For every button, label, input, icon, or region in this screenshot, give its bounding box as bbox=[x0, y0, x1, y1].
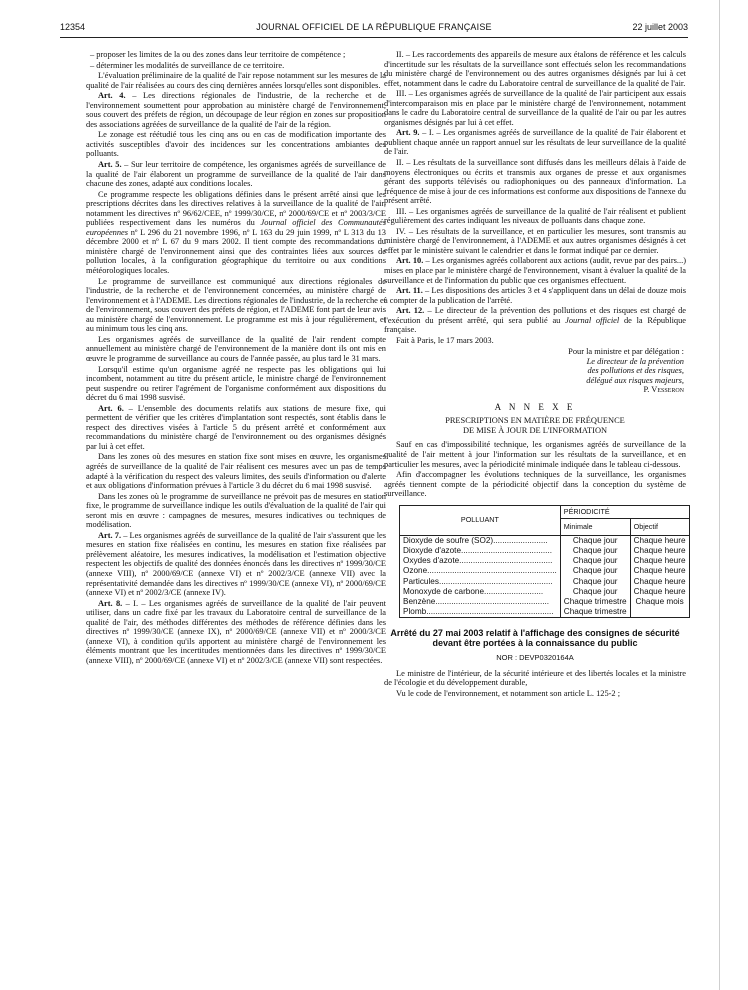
pollutant-name: Ozone......................................................... bbox=[403, 566, 557, 576]
minimal-list bbox=[560, 535, 630, 618]
right-column bbox=[384, 50, 686, 700]
text-run: de la République française. bbox=[384, 315, 686, 335]
fait-a-paris: Fait à Paris, le 17 mars 2003. bbox=[396, 335, 494, 345]
objective-periodicity: Chaque heure bbox=[633, 566, 686, 576]
signature-line: Pour la ministre et par délégation : bbox=[568, 347, 684, 357]
paragraph: II. – Les résultats de la surveillance sont diffusés dans les meilleurs délais à l'aide de moyens électroniques ou écrits et transmis aux organes de presse et aux organismes gérant des supports télévisés ou radiophoniques ou des panneaux d'information. La fréquence de mise à jour de ces informations est conforme aux dispositions de l'annexe du présent arrêté. bbox=[384, 158, 686, 206]
minimal-periodicity: Chaque jour bbox=[572, 576, 618, 586]
paragraph: Les organismes agréés de surveillance de la qualité de l'air rendent compte annuellement au ministère chargé de l'environnement de la manière dont ils ont mis en œuvre le programme de surveillance au cours de l'année passée, au plus tard le 31 mars. bbox=[86, 334, 386, 363]
header-rule bbox=[60, 37, 688, 38]
pollutant-name: Monoxyde de carbone.......................... bbox=[403, 586, 544, 596]
article-6 bbox=[86, 404, 386, 452]
journal-reference: Journal officiel bbox=[565, 315, 620, 325]
article-text: – Les organismes agréés collaborent aux actions (audit, revue par des pairs...) mises en place par le ministère chargé de l'environnement, visant à évaluer la qualité de la surveillance et de l'information du public que ces organismes effectuent. bbox=[384, 256, 686, 285]
paragraph: II. – Les raccordements des appareils de mesure aux étalons de référence et les calculs d'incertitude sur les résultats de la surveillance sont effectués selon les recommandations du ministère chargé de l'environnement ou des autres organismes désignés par lui à cet effet, notamment dans le cadre du Laboratoire central de surveillance de la qualité de l'air. bbox=[384, 50, 686, 88]
article-text: – Les dispositions des articles 3 et 4 s'appliquent dans un délai de douze mois à compter de la publication de l'arrêté. bbox=[384, 286, 686, 305]
article-label: Art. 5. bbox=[98, 160, 122, 170]
objective-header: Objectif bbox=[630, 518, 689, 535]
arrete-title: Arrêté du 27 mai 2003 relatif à l'affichage des consignes de sécurité devant être portées à la connaissance du public bbox=[390, 628, 680, 649]
pollutant-name: Particules.................................................. bbox=[403, 576, 553, 586]
article-9 bbox=[384, 128, 686, 157]
article-text: – Sur leur territoire de compétence, les organismes agréés de surveillance de la qualité de l'air élaborent un programme de surveillance de la qualité de l'air dans chacune des zones, adapté aux conditions locales. bbox=[86, 160, 386, 189]
paragraph bbox=[86, 190, 386, 276]
paragraph: Vu le code de l'environnement, et notamment son article L. 125-2 ; bbox=[396, 689, 621, 698]
article-label: Art. 8. bbox=[98, 598, 123, 608]
article-label: Art. 9. bbox=[396, 128, 420, 138]
issue-date: 22 juillet 2003 bbox=[632, 22, 688, 32]
paragraph: III. – Les organismes agréés de surveillance de la qualité de l'air participent aux essais d'intercomparaison mis en place par le ministère chargé de l'environnement, notamment dans le cadre du Laboratoire central de surveillance de la qualité de l'air ou par les autres organismes désignés par lui à cet effet. bbox=[384, 89, 686, 127]
objective-periodicity: Chaque heure bbox=[633, 576, 686, 586]
minimal-header: Minimale bbox=[560, 518, 630, 535]
pollutant-name: Dioxyde de soufre (SO2)........................ bbox=[403, 535, 548, 545]
pollutant-name: Plomb........................................................ bbox=[403, 607, 554, 617]
journal-reference: Journal officiel des Communautés européennes bbox=[86, 218, 386, 237]
text-run: nº L 296 du 21 novembre 1996, nº L 163 du 29 juin 1999, nº L 313 du 13 décembre 2000 et nº L 67 du 9 mars 2002. Il tient compte des recommandations du ministère chargé de l'environnement ainsi que des contraintes liées aux sources de pollution locales, à la configuration géographique du territoire ou aux conditions météorologiques locales. bbox=[86, 227, 386, 276]
paragraph: Le programme de surveillance est communiqué aux directions régionales de l'industrie, de la recherche et de l'environnement concernées, au ministère chargé de l'environnement et à l'ADEME. Les directions régionales de l'industrie, de la recherche et de l'environnement, sous couvert des préfets de région, et l'ADEME font part de leur avis au ministère chargé de l'environnement. Le programme est mis à jour régulièrement, et au minimum tous les cinq ans. bbox=[86, 276, 386, 334]
minimal-periodicity: Chaque jour bbox=[572, 556, 618, 566]
annexe-heading: A N N E X E bbox=[494, 401, 576, 412]
journal-title: JOURNAL OFFICIEL DE LA RÉPUBLIQUE FRANÇAISE bbox=[256, 22, 492, 32]
dash-item: – déterminer les modalités de surveillance de ce territoire. bbox=[90, 60, 285, 70]
pollutant-header-label: POLLUANT bbox=[460, 515, 499, 525]
paragraph: Sauf en cas d'impossibilité technique, les organismes agréés de surveillance de la qualité de l'air mettent à jour l'information sur les résultats de la surveillance, et en particulier les mesures, avec la périodicité minimale indiquée dans le tableau ci-dessous. bbox=[384, 440, 686, 469]
annexe-subtitle-line: PRESCRIPTIONS EN MATIÈRE DE FRÉQUENCE bbox=[445, 416, 625, 426]
paragraph: Lorsqu'il estime qu'un organisme agréé ne respecte pas les obligations qui lui incombent, notamment au titre du présent article, le ministre chargé de l'environnement peut suspendre ou retirer l'agrément de l'organisme conformément aux dispositions du décret du 6 mai 1998 susvisé. bbox=[86, 364, 386, 403]
objective-periodicity: Chaque heure bbox=[633, 556, 686, 566]
scan-edge-line bbox=[719, 0, 720, 990]
article-text: – Les directions régionales de l'industrie, de la recherche et de l'environnement soumettent pour approbation au ministère chargé de l'environnement, sous couvert des préfets de région, un découpage de leur région en zones sur proposition des associations agréées de surveillance de la qualité de l'air de la région. bbox=[86, 91, 386, 129]
text-run: – Le directeur de la prévention des pollutions et des risques est chargé de l'exécution du présent arrêté, qui sera publié au bbox=[384, 306, 686, 325]
objective-periodicity: Chaque mois bbox=[635, 596, 684, 606]
minimal-periodicity: Chaque jour bbox=[572, 566, 618, 576]
nor-reference: NOR : DEVP0320164A bbox=[496, 653, 574, 663]
signature-line: des pollutions et des risques, bbox=[587, 366, 684, 376]
article-text: – Les organismes agréés de surveillance de la qualité de l'air s'assurent que les mesures en station fixe réalisées en continu, les mesures en station fixe réalisées par prélèvement aléatoire, les mesures indicatives, la modélisation et l'estimation objective respectent les objectifs de qualité des données énoncés dans les directives nº 1999/30/CE (annexe VIII), nº 2000/69/CE (annexe VI) et nº 2002/3/CE (annexe VII) avec la représentativité demandée dans les directives nº 1999/30/CE (annexe VI), nº 2000/69/CE (annexe VI) et nº 2002/3/CE (annexe IV). bbox=[86, 530, 386, 598]
paragraph: L'évaluation préliminaire de la qualité de l'air repose notamment sur les mesures de la qualité de l'air réalisées au cours des cinq dernières années lorsqu'elles sont disponibles. bbox=[86, 71, 386, 90]
signatory-name: P. Vesseron bbox=[643, 385, 684, 395]
article-12 bbox=[384, 306, 686, 335]
article-text: – I. – Les organismes agréés de surveillance de la qualité de l'air peuvent utiliser, dans un cadre fixé par les travaux du Laboratoire central de surveillance de la qualité de l'air, des méthodes différentes des méthodes de référence définies dans les directives nº 1999/30/CE (annexe IX), nº 2000/69/CE (annexe VII) et nº 2000/3/CE (annexe VI), à condition qu'ils apportent au ministère chargé de l'environnement les éléments montrant que les incertitudes mentionnées dans les directives nº 1999/30/CE (annexe VIII), nº 2000/69/CE (annexe VI) et nº 2002/3/CE (annexe VII) sont respectées. bbox=[86, 598, 386, 665]
pollutant-name: Dioxyde d'azote........................................ bbox=[403, 545, 552, 555]
paragraph: Le zonage est réétudié tous les cinq ans ou en cas de modification importante des activités susceptibles d'avoir des incidences sur les concentrations ambiantes des polluants. bbox=[86, 130, 386, 159]
minimal-periodicity: Chaque trimestre bbox=[563, 596, 627, 606]
paragraph: Afin d'accompagner les évolutions techniques de la surveillance, les organismes agréés tiennent compte de la périodicité objectif dans la conception du système de surveillance. bbox=[384, 470, 686, 499]
paragraph: III. – Les organismes agréés de surveillance de la qualité de l'air réalisent et publient régulièrement des cartes indiquant les niveaux de polluants dans chaque zone. bbox=[384, 206, 686, 226]
article-text: – I. – Les organismes agréés de surveillance de la qualité de l'air élaborent et publient chaque année un rapport annuel sur les résultats de leur surveillance de la qualité de l'air. bbox=[384, 128, 687, 157]
article-label: Art. 7. bbox=[98, 530, 122, 540]
article-5 bbox=[86, 160, 386, 189]
objective-periodicity: Chaque heure bbox=[633, 535, 686, 545]
article-8 bbox=[86, 599, 386, 666]
article-7 bbox=[86, 531, 386, 598]
dash-item: – proposer les limites de la ou des zones dans leur territoire de compétence ; bbox=[90, 50, 346, 59]
signature-line: délégué aux risques majeurs, bbox=[586, 375, 684, 385]
page-header bbox=[60, 22, 688, 36]
signature-block bbox=[384, 347, 684, 395]
paragraph: IV. – Les résultats de la surveillance, et en particulier les mesures, sont transmis au ministère chargé de l'environnement, à l'ADEME et aux autres organismes désignés à cet effet par le ministère suivant le calendrier et dans le format indiqué par ce dernier. bbox=[384, 226, 686, 255]
annexe-subtitle-line: DE MISE À JOUR DE L'INFORMATION bbox=[462, 425, 608, 435]
pollutant-name: Oxydes d'azote......................................... bbox=[403, 556, 553, 566]
minimal-periodicity: Chaque jour bbox=[572, 535, 618, 545]
paragraph: Le ministre de l'intérieur, de la sécurité intérieure et des libertés locales et la ministre de l'écologie et du développement durable, bbox=[384, 668, 686, 688]
minimal-periodicity: Chaque jour bbox=[572, 586, 618, 596]
article-label: Art. 6. bbox=[98, 403, 124, 413]
article-label: Art. 10. bbox=[396, 256, 424, 266]
text-run: Ce programme respecte les obligations définies dans le présent arrêté ainsi que les prescriptions décrites dans les directives relatives à la surveillance de la qualité de l'air, notamment les directives nº 96/62/CEE, nº 1999/30/CE, nº 2000/69/CE et nº 2003/3/CE publiées respectivement dans les numéros du bbox=[86, 189, 386, 228]
left-column bbox=[86, 50, 386, 666]
minimal-periodicity: Chaque trimestre bbox=[563, 607, 627, 617]
minimal-periodicity: Chaque jour bbox=[572, 545, 618, 555]
article-label: Art. 11. bbox=[396, 286, 423, 296]
pollutant-list bbox=[400, 535, 561, 618]
paragraph: Dans les zones où le programme de surveillance ne prévoit pas de mesures en station fixe, le programme de surveillance indique les outils d'évaluation de la qualité de l'air qui seront mis en œuvre : campagnes de mesures, mesures indicatives ou techniques de modélisation. bbox=[86, 491, 386, 530]
periodicity-table bbox=[399, 505, 690, 619]
article-label: Art. 4. bbox=[98, 91, 126, 101]
objective-periodicity: Chaque heure bbox=[633, 545, 686, 555]
objective-list bbox=[630, 535, 689, 618]
pollutant-header bbox=[400, 505, 561, 535]
page-number: 12354 bbox=[60, 22, 86, 32]
article-text: – L'ensemble des documents relatifs aux stations de mesure fixe, qui permettent de vérifier que les critères d'implantation sont respectés, sont établis dans le respect des directives visées à l'article 5 du présent arrêté et conformément aux recommandations du ministère chargé de l'environnement ou des organismes désignés par lui à cet effet. bbox=[86, 403, 386, 451]
paragraph: Dans les zones où des mesures en station fixe sont mises en œuvre, les organismes agréés de surveillance de la qualité de l'air réalisent ces mesures avec un pas de temps adapté à la vérification du respect des valeurs limites, des seuils d'information ou d'alerte et aux obligations d'information prévues à l'article 3 du décret du 6 mai 1998 susvisé. bbox=[86, 452, 386, 491]
article-11 bbox=[384, 286, 686, 305]
signature-line: Le directeur de la prévention bbox=[586, 356, 684, 366]
pollutant-name: Benzène.................................................. bbox=[403, 596, 550, 606]
annexe-subtitle bbox=[384, 416, 686, 435]
objective-periodicity: Chaque heure bbox=[633, 586, 686, 596]
article-label: Art. 12. bbox=[396, 306, 425, 316]
periodicity-header: PÉRIODICITÉ bbox=[560, 505, 689, 518]
article-4 bbox=[86, 91, 386, 129]
article-10 bbox=[384, 256, 686, 285]
